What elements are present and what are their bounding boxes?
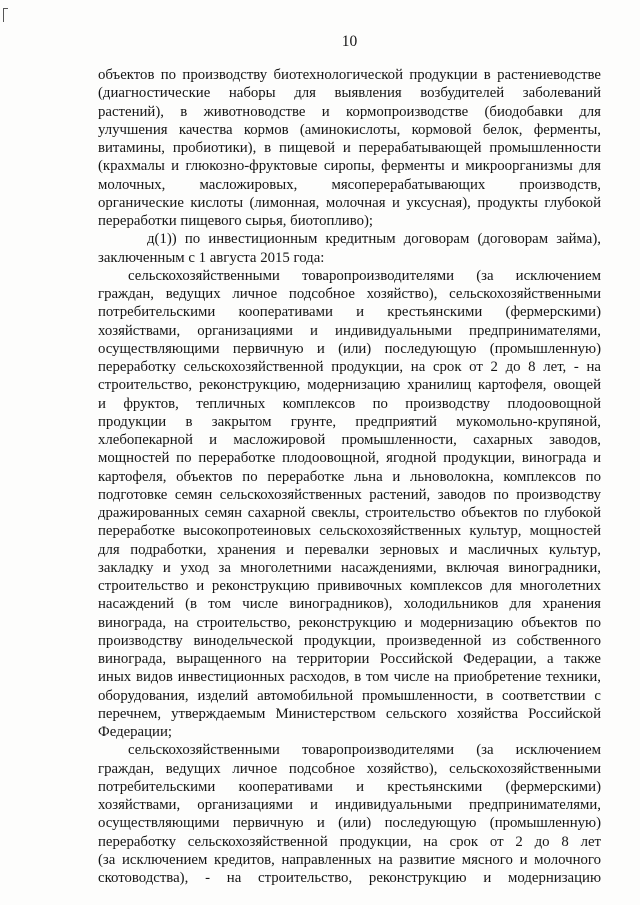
- text-line: мощностей по переработке плодоовощной, ягодной продукции, винограда и: [98, 450, 601, 467]
- text-line: иных видов инвестиционных расходов, в том числе на приобретение техники,: [98, 669, 601, 686]
- page-number: 10: [341, 33, 358, 50]
- text-line: объектов по производству биотехнологической продукции в растениеводстве: [98, 67, 601, 83]
- text-line: для подработки, хранения и перевалки зерновых и масличных культур,: [98, 541, 601, 558]
- text-line: растений), в животноводстве и кормопроизводстве (биодобавки для: [98, 103, 601, 120]
- text-line: хозяйствами, организациями и индивидуальными предпринимателями,: [98, 322, 601, 339]
- text-line: граждан, ведущих личное подсобное хозяйство), сельскохозяйственными: [98, 760, 601, 777]
- text-line: Федерации;: [98, 724, 172, 740]
- text-line: (крахмалы и глюкозно-фруктовые сиропы, ферменты и микроорганизмы для: [98, 158, 601, 175]
- scan-mark: [3, 8, 8, 22]
- text-line: переработки пищевого сырья, биотопливо);: [98, 213, 374, 229]
- text-line: д(1)) по инвестиционным кредитным договорам (договорам займа),: [147, 231, 601, 248]
- text-line: улучшения качества кормов (аминокислоты, кормовой белок, ферменты,: [98, 121, 601, 138]
- paragraph: [98, 267, 601, 742]
- text-line: заключенным с 1 августа 2015 года:: [98, 249, 325, 266]
- text-line: дражированных семян сахарной свеклы, строительство объектов по глубокой: [98, 505, 601, 521]
- text-line: строительство и реконструкцию прививочных комплексов для многолетних: [98, 578, 601, 594]
- text-line: насаждений (в том числе виноградников), холодильников для хранения: [98, 596, 601, 613]
- paragraph: [98, 741, 601, 887]
- text-line: продукции в закрытом грунте, предприятий мукомольно-крупяной,: [98, 413, 601, 430]
- text-line: строительство, реконструкцию, модернизацию хранилищ картофеля, овощей: [98, 377, 601, 394]
- text-line: переработку сельскохозяйственной продукции, на срок от 2 до 8 лет, - на: [98, 359, 601, 375]
- text-line: (за исключением кредитов, направленных на развитие мясного и молочного: [98, 851, 601, 868]
- text-line: (диагностические наборы для выявления возбудителей заболеваний: [98, 85, 601, 102]
- text-line: перечнем, утверждаемым Министерством сельского хозяйства Российской: [98, 705, 601, 722]
- text-line: производству винодельческой продукции, произведенной из собственного: [98, 632, 601, 649]
- text-line: осуществляющими первичную и (или) последующую (промышленную): [98, 340, 601, 357]
- text-line: витамины, пробиотики), в пищевой и перерабатывающей промышленности: [98, 140, 601, 156]
- text-line: винограда, выращенного на территории Российской Федерации, а также: [98, 651, 601, 667]
- text-line: потребительскими кооперативами и крестьянскими (фермерскими): [98, 778, 601, 795]
- paragraph: [98, 230, 601, 267]
- document-body: [98, 66, 601, 887]
- text-line: винограда, на строительство, реконструкцию и модернизацию объектов по: [98, 614, 601, 631]
- text-line: органические кислоты (лимонная, молочная и уксусная), продукты глубокой: [98, 194, 601, 211]
- paragraph: [98, 66, 601, 230]
- text-line: переработку сельскохозяйственной продукции, на срок от 2 до 8 лет: [98, 833, 601, 850]
- text-line: сельскохозяйственными товаропроизводителями (за исключением: [128, 267, 601, 284]
- text-line: переработке высокопротеиновых сельскохозяйственных культур, мощностей: [98, 523, 601, 540]
- text-line: потребительскими кооперативами и крестьянскими (фермерскими): [98, 304, 601, 321]
- text-line: подготовке семян сельскохозяйственных растений, заводов по производству: [98, 486, 601, 503]
- text-line: хлебопекарной и масложировой промышленности, сахарных заводов,: [98, 432, 601, 448]
- text-line: осуществляющими первичную и (или) последующую (промышленную): [98, 815, 601, 832]
- text-line: молочных, масложировых, мясоперерабатывающих производств,: [98, 176, 601, 193]
- text-line: оборудования, изделий автомобильной промышленности, в соответствии с: [98, 687, 601, 704]
- text-line: картофеля, объектов по переработке льна и льноволокна, комплексов по: [98, 468, 601, 485]
- text-line: сельскохозяйственными товаропроизводителями (за исключением: [128, 742, 601, 759]
- text-line: скотоводства), - на строительство, реконструкцию и модернизацию: [98, 870, 601, 886]
- text-line: и фруктов, тепличных комплексов по производству плодоовощной: [98, 395, 601, 412]
- text-line: граждан, ведущих личное подсобное хозяйство), сельскохозяйственными: [98, 286, 601, 302]
- text-line: хозяйствами, организациями и индивидуальными предпринимателями,: [98, 797, 601, 813]
- text-line: закладку и уход за многолетними насаждениями, включая виноградники,: [98, 559, 601, 576]
